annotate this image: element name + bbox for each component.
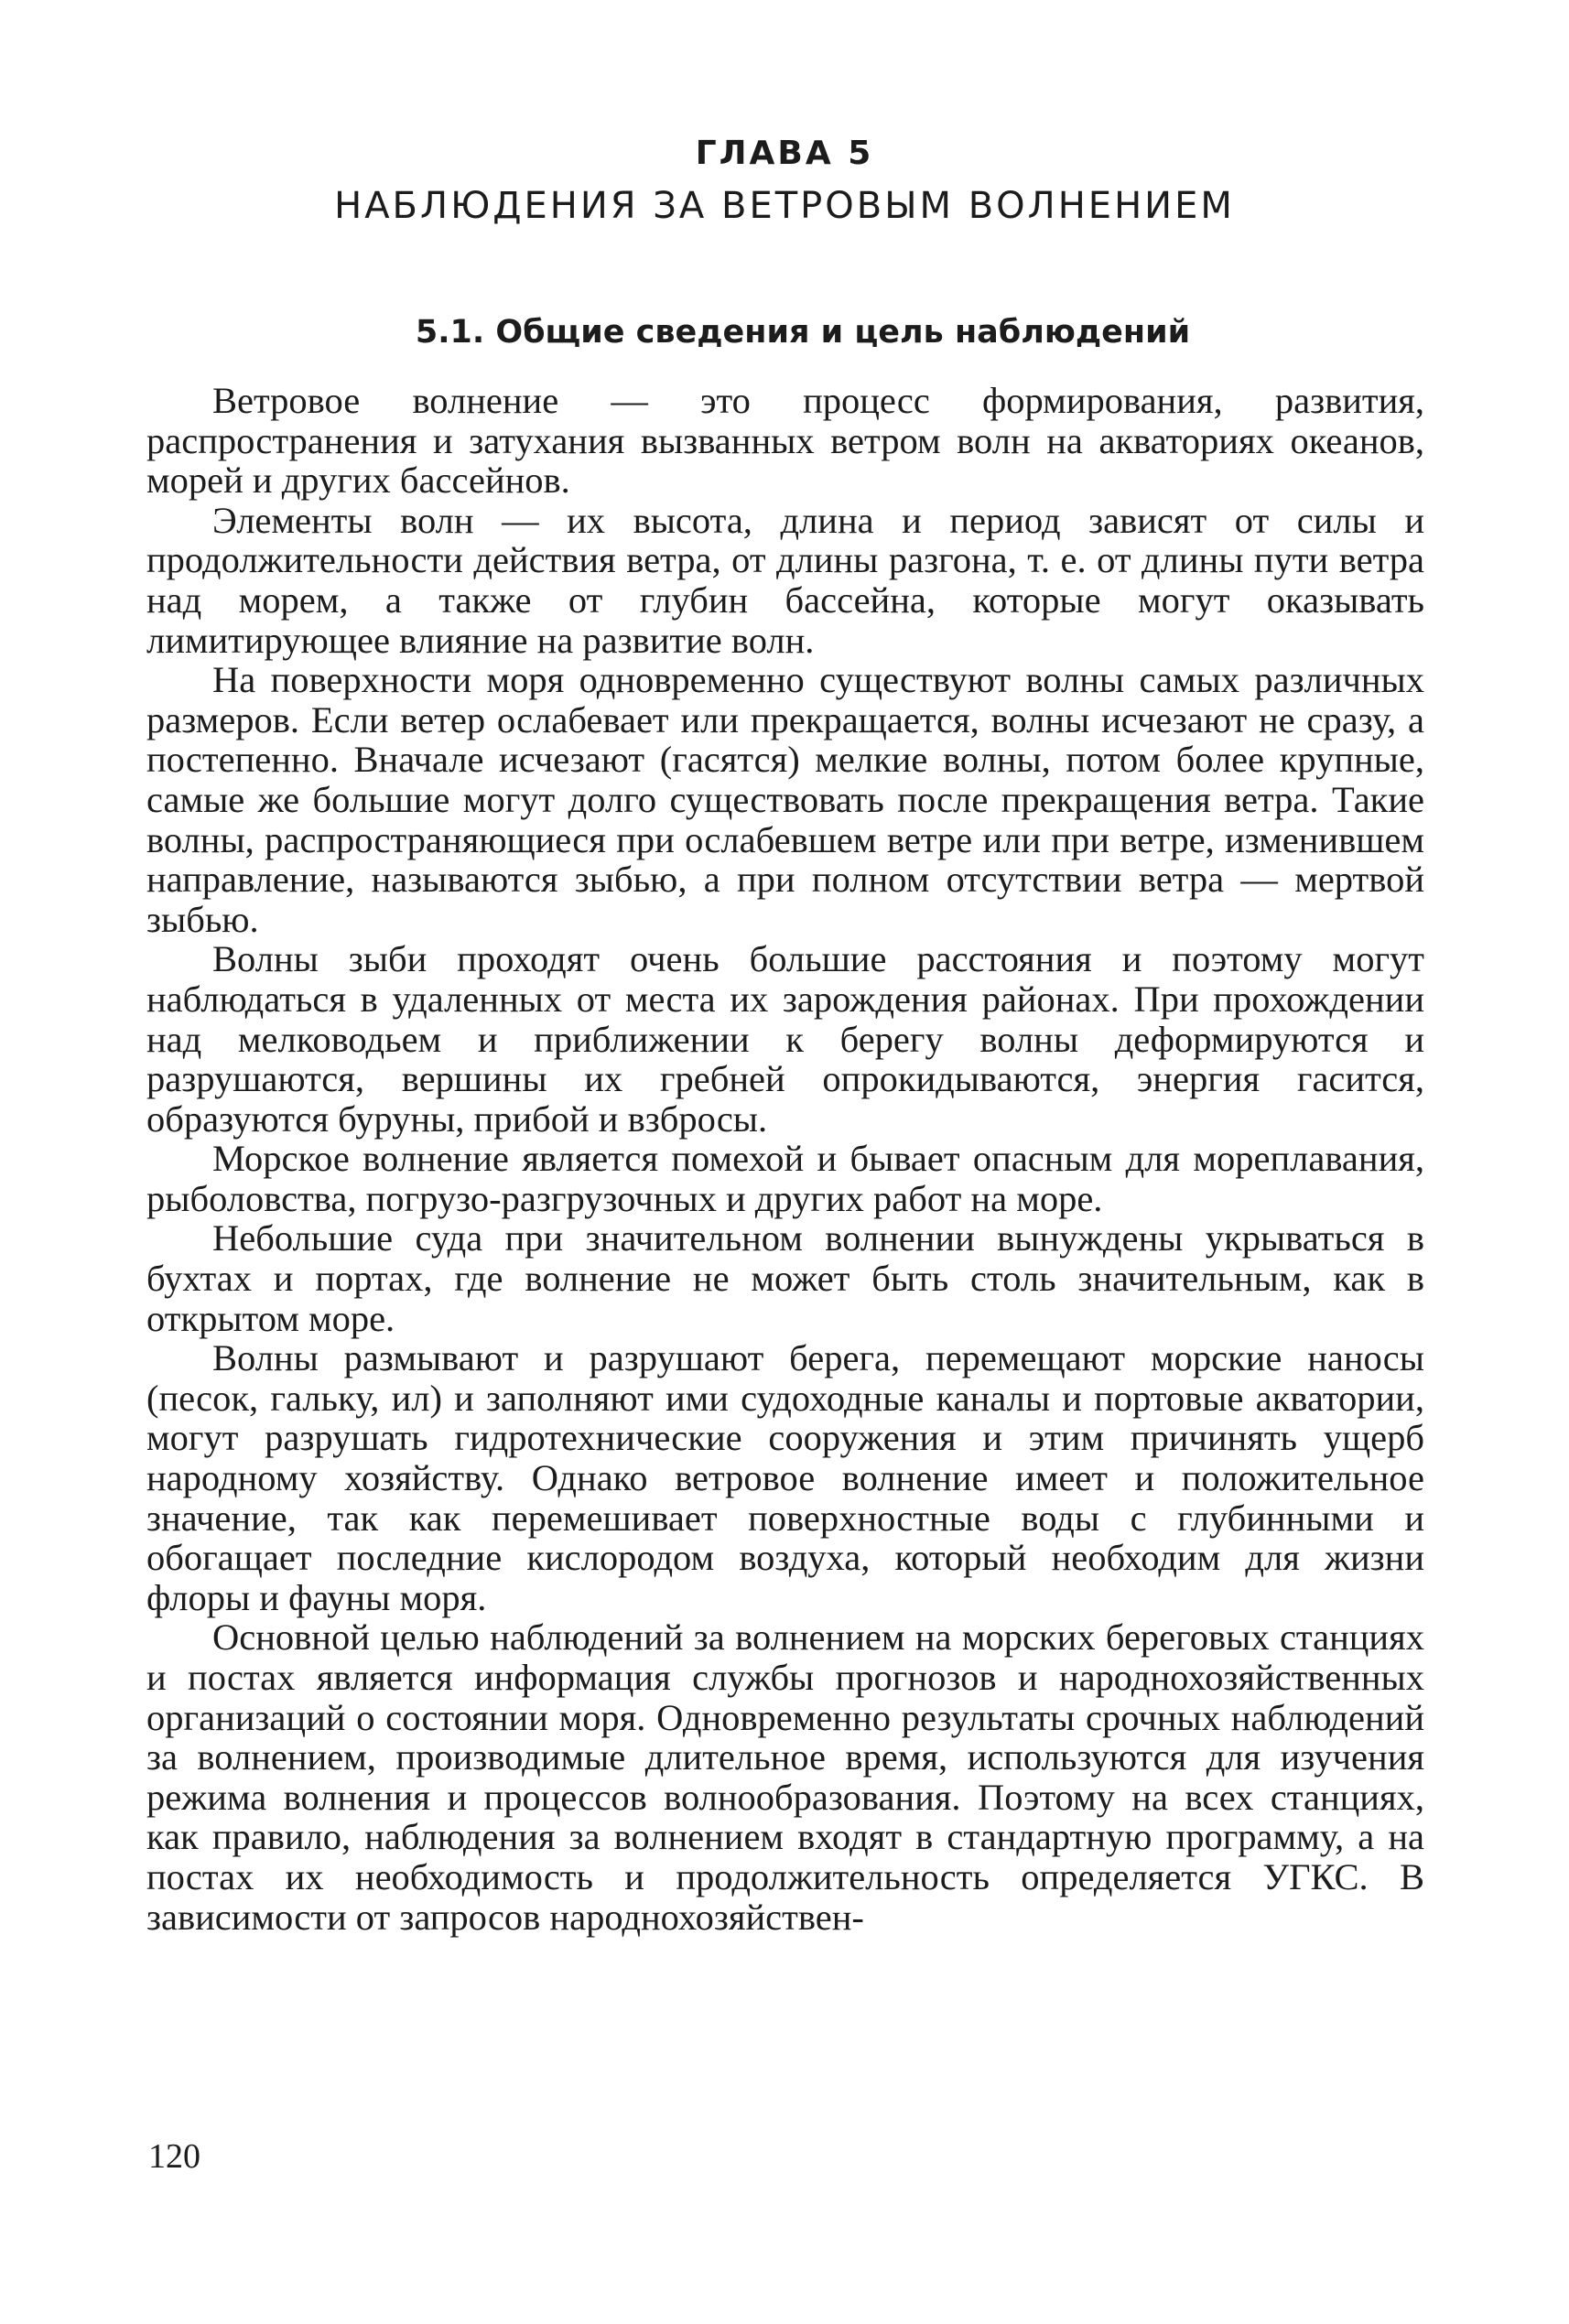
page-number: 120 <box>148 2137 200 2176</box>
paragraph-8: Основной целью наблюдений за волнением на морских береговых станциях и постах является информация службы прогнозов и народнохозяйственных организаций о состоянии моря. Одновременно результаты срочных наблюдений за волнением, производимые длительное время, используются для изучения режима волнения и процессов волнообразования. Поэтому на всех станциях, как правило, наблюдения за волнением входят в стандартную программу, а на постах их необходимость и продолжительность определяется УГКС. В зависимости от запросов народнохозяйствен- <box>146 1616 1424 1938</box>
paragraph-7: Волны размывают и разрушают берега, перемещают морские наносы (песок, гальку, ил) и заполняют ими судоходные каналы и портовые акватории, могут разрушать гидротехнические сооружения и этим причинять ущерб народному хозяйству. Однако ветровое волнение имеет и положительное значение, так как перемешивает поверхностные воды с глубинными и обогащает последние кислородом воздуха, который необходим для жизни флоры и фауны моря. <box>146 1337 1424 1618</box>
paragraph-1: Ветровое волнение — это процесс формирования, развития, распространения и затухания вызванных ветром волн на акваториях океанов, морей и других бассейнов. <box>146 380 1424 502</box>
body-text <box>146 381 1424 1937</box>
paragraph-3: На поверхности моря одновременно существуют волны самых различных размеров. Если ветер ослабевает или прекращается, волны исчезают не сразу, а постепенно. Вначале исчезают (гасятся) мелкие волны, потом более крупные, самые же большие могут долго существовать после прекращения ветра. Такие волны, распространяющиеся при ослабевшем ветре или при ветре, изменившем направление, называются зыбью, а при полном отсутствии ветра — мертвой зыбью. <box>146 659 1424 940</box>
chapter-label: ГЛАВА 5 <box>695 135 874 172</box>
paragraph-2: Элементы волн — их высота, длина и период зависят от силы и продолжительности действия ветра, от длины разгона, т. е. от длины пути ветра над морем, а также от глубин бассейна, которые могут оказывать лимитирующее влияние на развитие волн. <box>146 499 1424 661</box>
paragraph-5: Морское волнение является помехой и бывает опасным для мореплавания, рыболовства, погрузо-разгрузочных и других работ на море. <box>146 1138 1424 1219</box>
paragraph-4: Волны зыби проходят очень большие расстояния и поэтому могут наблюдаться в удаленных от места их зарождения районах. При прохождении над мелководьем и приближении к берегу волны деформируются и разрушаются, вершины их гребней опрокидываются, энергия гасится, образуются буруны, прибой и взбросы. <box>146 938 1424 1140</box>
chapter-title: НАБЛЮДЕНИЯ ЗА ВЕТРОВЫМ ВОЛНЕНИЕМ <box>334 185 1235 227</box>
section-heading: 5.1. Общие сведения и цель наблюдений <box>415 314 1191 351</box>
paragraph-6: Небольшие суда при значительном волнении вынуждены укрываться в бухтах и портах, где волнение не может быть столь значительным, как в открытом море. <box>146 1217 1424 1339</box>
